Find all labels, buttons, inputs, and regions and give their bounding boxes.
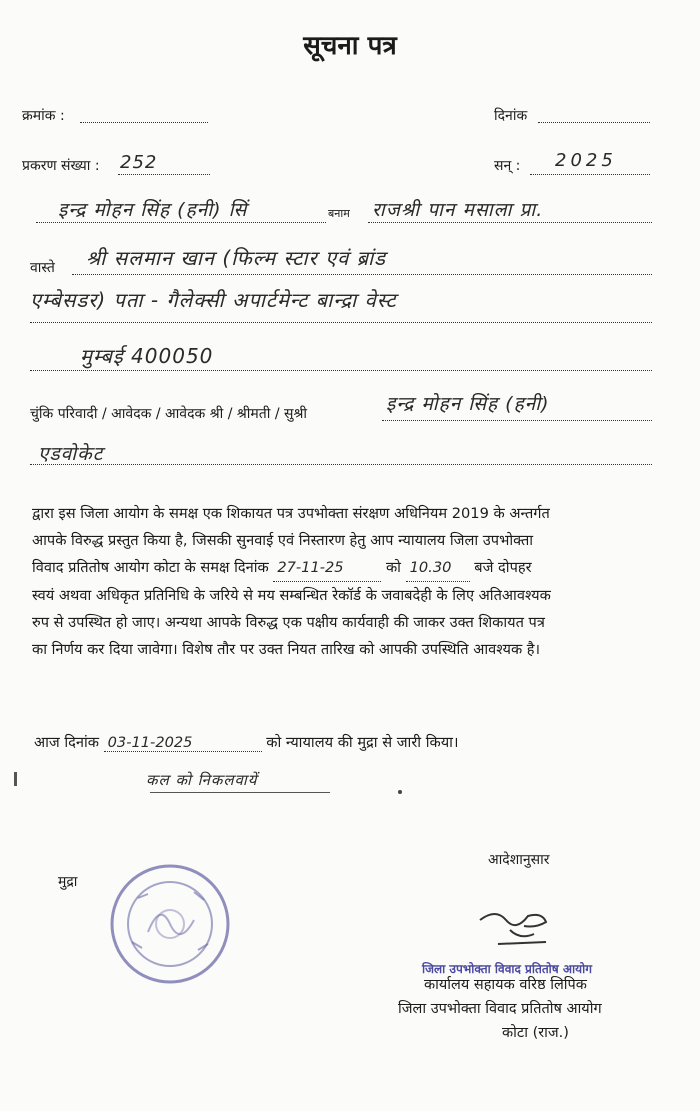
applicant-field bbox=[382, 420, 652, 421]
chunki-label: चुंकि परिवादी / आवेदक / आवेदक श्री / श्रीमती / सुश्री bbox=[30, 406, 308, 422]
sign-office: जिला उपभोक्ता विवाद प्रतितोष आयोग bbox=[398, 1001, 602, 1017]
vaste-label: वास्ते bbox=[30, 260, 55, 276]
body-line-5: रुप से उपस्थित हो जाए। अन्यथा आपके विरुद्ध एक पक्षीय कार्यवाही की जाकर उक्त शिकायत पत्र bbox=[32, 614, 545, 631]
body-line-1: द्वारा इस जिला आयोग के समक्ष एक शिकायत पत्र उपभोक्ता संरक्षण अधिनियम 2019 के अन्तर्गत bbox=[32, 505, 550, 522]
issue-line bbox=[34, 732, 459, 752]
applicant-line-2: एडवोकेट bbox=[38, 443, 104, 465]
prakaran-field bbox=[118, 174, 210, 175]
sign-place: कोटा (राज.) bbox=[502, 1025, 569, 1041]
issue-date: 03-11-2025 bbox=[104, 734, 262, 752]
dinank-field bbox=[538, 122, 650, 123]
body-line-4: स्वयं अथवा अधिकृत प्रतिनिधि के जरिये से मय सम्बन्धित रेकॉर्ड के जवाबदेही के लिए अतिआवश्यक bbox=[32, 587, 551, 604]
banam-label: बनाम bbox=[328, 207, 350, 220]
prakaran-label: प्रकरण संख्या : bbox=[22, 158, 100, 174]
body-line-2: आपके विरुद्ध प्रस्तुत किया है, जिसकी सुनवाई एवं निस्तारण हेतु आप न्यायालय जिला उपभोक्ता bbox=[32, 532, 534, 549]
address-field-1 bbox=[72, 274, 652, 275]
complainant-field bbox=[36, 222, 326, 223]
applicant-field-2 bbox=[30, 464, 652, 465]
kramank-field bbox=[80, 122, 208, 123]
san-value: 2025 bbox=[555, 150, 617, 171]
margin-mark bbox=[14, 772, 17, 786]
respondent-value: राजश्री पान मसाला प्रा. bbox=[372, 199, 544, 221]
notice-body bbox=[32, 500, 672, 663]
complainant-value: इन्द्र मोहन सिंह (हनी) सिं bbox=[58, 199, 248, 221]
address-line-3: मुम्बई 400050 bbox=[80, 344, 214, 368]
page-title: सूचना पत्र bbox=[303, 31, 397, 61]
respondent-field bbox=[368, 222, 652, 223]
mudra-label: मुद्रा bbox=[58, 874, 78, 890]
body-line-3 bbox=[32, 554, 672, 582]
san-field bbox=[530, 174, 650, 175]
body-line-3-c: बजे दोपहर bbox=[474, 559, 532, 576]
signature bbox=[476, 906, 566, 952]
kramank-label: क्रमांक : bbox=[22, 108, 65, 124]
body-line-3-b: को bbox=[385, 559, 401, 576]
issue-label: आज दिनांक bbox=[34, 734, 99, 751]
address-line-2: एम्बेसडर) पता - गैलेक्सी अपार्टमेन्ट बान्द्रा वेस्ट bbox=[30, 288, 397, 312]
ink-dot bbox=[398, 790, 402, 794]
sign-designation: कार्यालय सहायक वरिष्ठ लिपिक bbox=[424, 977, 587, 993]
address-field-3 bbox=[30, 370, 652, 371]
hearing-date: 27-11-25 bbox=[273, 554, 381, 582]
prakaran-value: 252 bbox=[120, 152, 158, 173]
issue-text: को न्यायालय की मुद्रा से जारी किया। bbox=[266, 734, 459, 751]
stamp-line: जिला उपभोक्ता विवाद प्रतितोष आयोग bbox=[422, 962, 592, 976]
dinank-label: दिनांक bbox=[494, 108, 528, 124]
note-underline bbox=[150, 792, 330, 793]
court-seal-stamp bbox=[108, 862, 232, 986]
body-line-6: का निर्णय कर दिया जावेगा। विशेष तौर पर उक्त नियत तारिख को आपकी उपस्थिति आवश्यक है। bbox=[32, 641, 541, 658]
applicant-value: इन्द्र मोहन सिंह (हनी) bbox=[386, 393, 550, 415]
address-line-1: श्री सलमान खान (फिल्म स्टार एवं ब्रांड bbox=[86, 246, 386, 270]
adesh-label: आदेशानुसार bbox=[488, 852, 550, 868]
san-label: सन् : bbox=[494, 158, 521, 174]
address-field-2 bbox=[30, 322, 652, 323]
handwritten-note: कल को निकलवायें bbox=[146, 771, 258, 789]
hearing-time: 10.30 bbox=[406, 554, 470, 582]
body-line-3-a: विवाद प्रतितोष आयोग कोटा के समक्ष दिनांक bbox=[32, 559, 269, 576]
